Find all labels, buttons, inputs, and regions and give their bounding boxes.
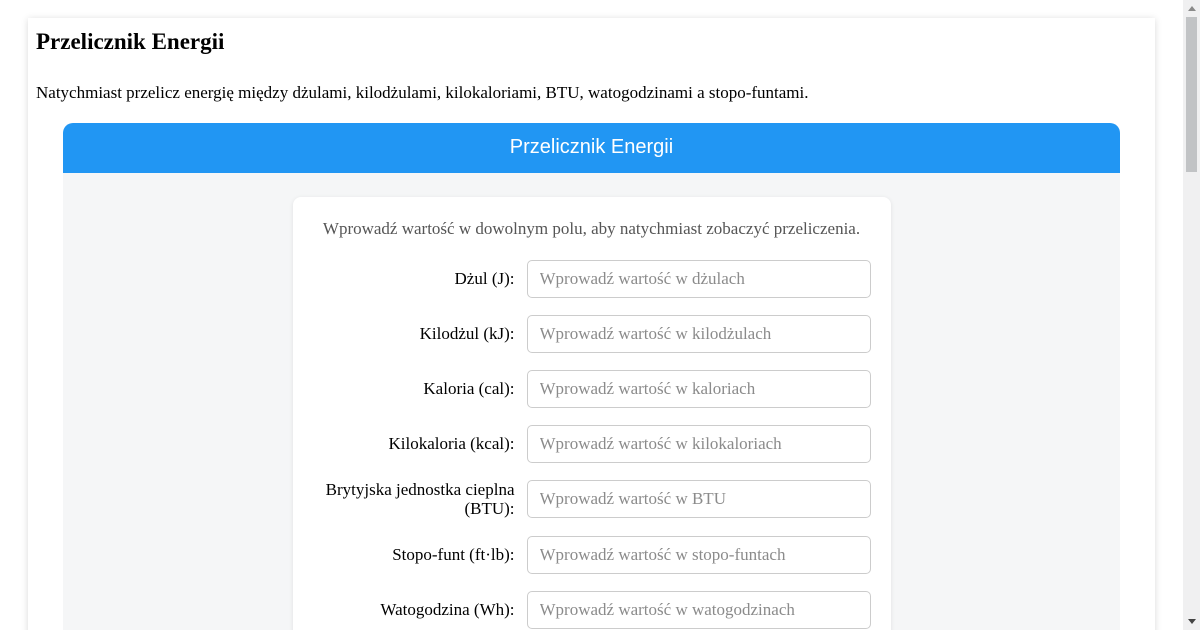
- field-row: [313, 260, 871, 298]
- field-label: Kilokaloria (kcal):: [388, 434, 515, 454]
- field-row: [313, 591, 871, 629]
- field-row: [313, 536, 871, 574]
- scroll-up-button[interactable]: [1183, 0, 1200, 17]
- field-row: [313, 425, 871, 463]
- field-input-2[interactable]: [527, 370, 871, 408]
- field-input-5[interactable]: [527, 536, 871, 574]
- field-label: Stopo-funt (ft·lb):: [392, 545, 515, 565]
- field-label: Kaloria (cal):: [423, 379, 515, 399]
- field-label: Watogodzina (Wh):: [380, 600, 515, 620]
- field-input-1[interactable]: [527, 315, 871, 353]
- instruction-text: Wprowadź wartość w dowolnym polu, aby natychmiast zobaczyć przeliczenia.: [322, 218, 861, 238]
- fields-container: [313, 260, 871, 629]
- vertical-scrollbar[interactable]: [1183, 0, 1200, 630]
- field-input-6[interactable]: [527, 591, 871, 629]
- scroll-down-button[interactable]: [1183, 613, 1200, 630]
- converter-header: Przelicznik Energii: [63, 123, 1120, 173]
- scrollbar-thumb[interactable]: [1186, 17, 1197, 172]
- arrow-up-icon: [1188, 6, 1196, 11]
- page-title: Przelicznik Energii: [36, 29, 225, 54]
- field-row: [313, 480, 871, 519]
- field-label: Kilodżul (kJ):: [419, 324, 515, 344]
- arrow-down-icon: [1188, 619, 1196, 624]
- field-input-3[interactable]: [527, 425, 871, 463]
- converter-card: [293, 197, 891, 630]
- field-label: Brytyjska jednostka cieplna (BTU):: [325, 479, 515, 519]
- page-subtitle: Natychmiast przelicz energię między dżulami, kilodżulami, kilokaloriami, BTU, watogodzinami a stopo-funtami.: [36, 82, 809, 102]
- field-row: [313, 370, 871, 408]
- converter-body: [63, 173, 1120, 630]
- field-row: [313, 315, 871, 353]
- field-input-0[interactable]: [527, 260, 871, 298]
- field-label: Dżul (J):: [454, 269, 515, 289]
- page-container: [28, 18, 1155, 630]
- field-input-4[interactable]: [527, 480, 871, 518]
- energy-converter-widget: [63, 123, 1120, 630]
